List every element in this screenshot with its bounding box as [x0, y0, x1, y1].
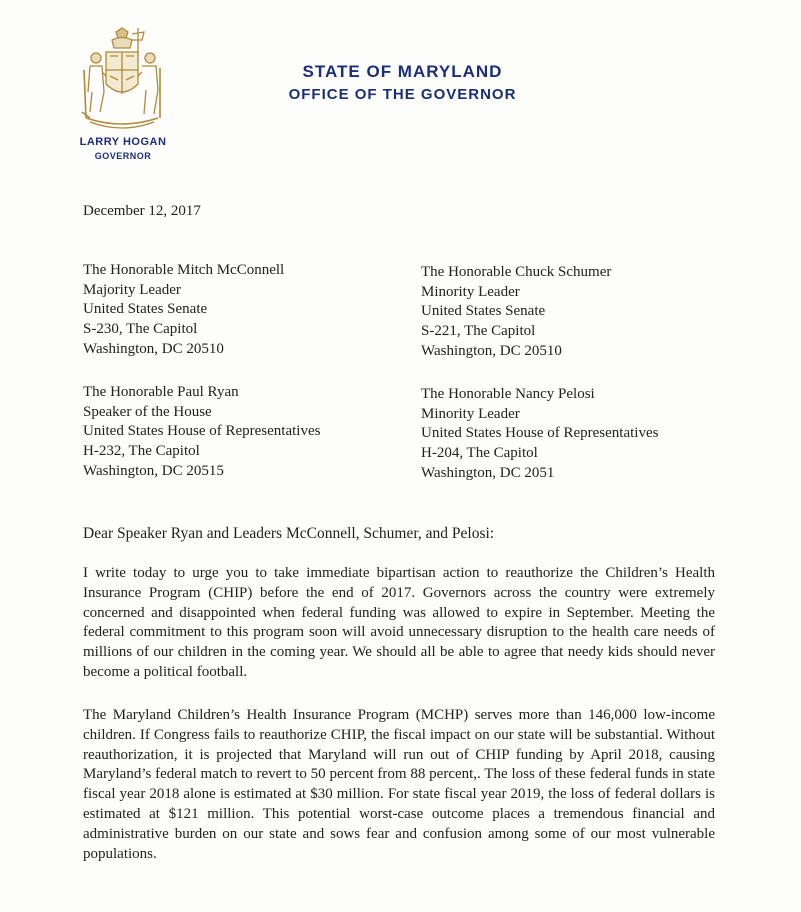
recipient-line: Minority Leader	[421, 405, 520, 422]
recipient-block	[421, 263, 611, 362]
recipient-line: Washington, DC 2051	[421, 464, 555, 481]
body-paragraph: I write today to urge you to take immediate bipartisan action to reauthorize the Children’s Health Insurance Program (CHIP) before the end of 2017. Governors across the country were extremely concerned and disappointed when federal funding was allowed to expire in September. Meeting the federal commitment to this program soon will avoid unnecessary disruption to the health care needs of millions of our children in the coming year. We should all be able to agree that needy kids should never become a political football.	[83, 565, 715, 680]
recipient-line: United States House of Representatives	[83, 423, 321, 440]
recipient-line: United States Senate	[421, 303, 546, 320]
recipient-line: The Honorable Nancy Pelosi	[421, 386, 595, 402]
maryland-seal-icon	[76, 26, 168, 132]
recipient-line: H-232, The Capitol	[83, 443, 200, 460]
governor-name: LARRY HOGAN	[79, 136, 167, 148]
state-heading: STATE OF MARYLAND	[302, 62, 503, 81]
recipient-line: Washington, DC 20510	[421, 342, 562, 359]
recipient-line: S-221, The Capitol	[421, 323, 536, 340]
recipient-block	[83, 383, 320, 482]
recipient-line: Washington, DC 20510	[83, 340, 224, 357]
body-paragraph: The Maryland Children’s Health Insurance Program (MCHP) serves more than 146,000 low-income children. If Congress fails to reauthorize CHIP, the fiscal impact on our state will be substantial. Without reauthorization, it is projected that Maryland will run out of CHIP funding by April 2018, causing Maryland’s federal match to revert to 50 percent from 88 percent,. The loss of these federal funds in state fiscal year 2018 alone is estimated at $30 million. For state fiscal year 2019, the loss of federal dollars is estimated at $121 million. This potential worst-case outcome places a tremendous financial and administrative burden on our state and sows fear and confusion among some of our most vulnerable populations.	[83, 707, 715, 862]
recipient-line: Majority Leader	[83, 281, 181, 298]
recipient-line: Speaker of the House	[83, 403, 212, 420]
recipient-line: The Honorable Paul Ryan	[83, 384, 239, 400]
recipient-line: H-204, The Capitol	[421, 445, 538, 462]
letter-date: December 12, 2017	[83, 203, 201, 219]
recipient-block	[83, 261, 284, 360]
recipient-line: Minority Leader	[421, 283, 520, 300]
governor-title: GOVERNOR	[94, 151, 152, 161]
office-heading: OFFICE OF THE GOVERNOR	[288, 86, 517, 103]
salutation: Dear Speaker Ryan and Leaders McConnell, Schumer, and Pelosi:	[83, 525, 495, 542]
recipient-line: The Honorable Chuck Schumer	[421, 264, 612, 280]
recipient-line: Washington, DC 20515	[83, 462, 224, 479]
recipient-line: United States House of Representatives	[421, 425, 659, 442]
recipient-line: United States Senate	[83, 301, 208, 318]
recipient-block	[421, 385, 658, 484]
recipient-line: The Honorable Mitch McConnell	[83, 262, 285, 278]
recipient-line: S-230, The Capitol	[83, 321, 198, 338]
